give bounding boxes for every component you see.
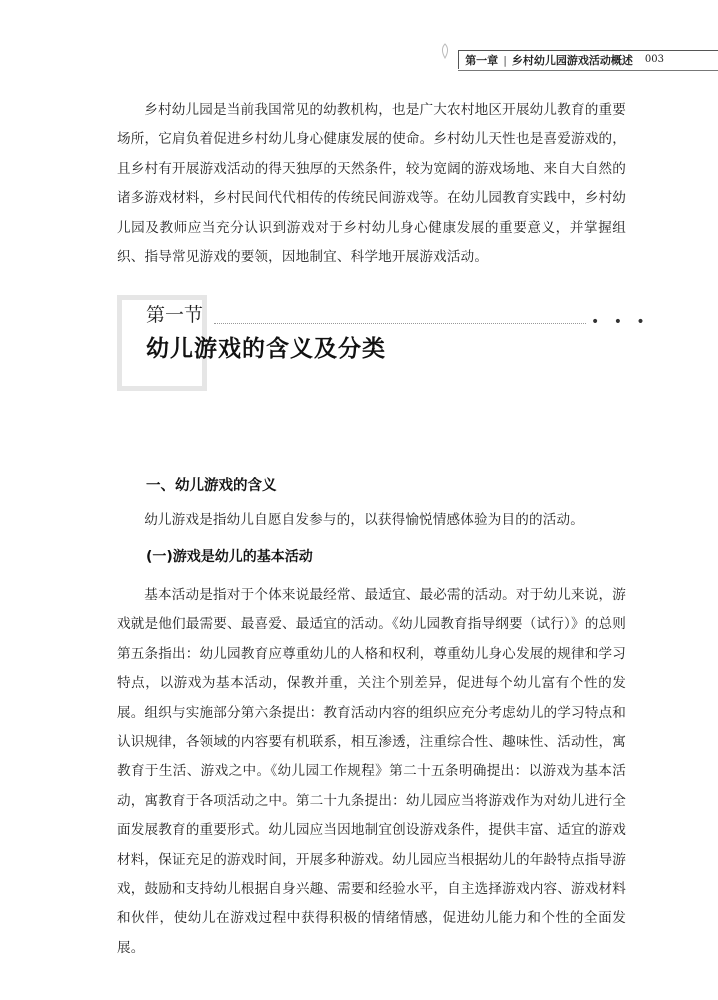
section-bullets: • • • [591,314,650,330]
section-number: 第一节 [146,304,204,326]
section-dotted-rule [214,323,586,324]
leaf-ornament-icon [436,42,454,60]
header-separator: | [503,53,507,67]
section-title: 幼儿游戏的含义及分类 [146,336,386,362]
definition-paragraph: 幼儿游戏是指幼儿自愿自发参与的，以获得愉悦情感体验为目的的活动。 [144,512,584,528]
body-paragraph: 基本活动是指对于个体来说最经常、最适宜、最必需的活动。对于幼儿来说，游戏就是他们最需要、最喜爱、最适宜的活动。《幼儿园教育指导纲要（试行）》的总则第五条指出：幼儿园教育应尊重幼儿的人格和权利，尊重幼儿身心发展的规律和学习特点，以游戏为基本活动，保教并重，关注个别差异，促进每个幼儿富有个性的发展。组织与实施部分第六条提出：教育活动内容的组织应充分考虑幼儿的学习特点和认识规律，各领域的内容要有机联系，相互渗透，注重综合性、趣味性、活动性，寓教育于生活、游戏之中。《幼儿园工作规程》第二十五条明确提出：以游戏为基本活动，寓教育于各项活动之中。第二十九条提出：幼儿园应当将游戏作为对幼儿进行全面发展教育的重要形式。幼儿园应当因地制宜创设游戏条件，提供丰富、适宜的游戏材料，保证充足的游戏时间，开展多种游戏。幼儿园应当根据幼儿的年龄特点指导游戏，鼓励和支持幼儿根据自身兴趣、需要和经验水平，自主选择游戏内容、游戏材料和伙伴，使幼儿在游戏过程中获得积极的情绪情感，促进幼儿能力和个性的全面发展。 [117,587,626,956]
subsubsection-heading: (一)游戏是幼儿的基本活动 [146,549,313,565]
chapter-label [458,50,637,69]
page-number: 003 [637,50,718,69]
header-rule [458,70,718,71]
chapter-number: 第一章 [465,54,499,67]
running-header [458,50,718,69]
chapter-title: 乡村幼儿园游戏活动概述 [511,54,633,67]
subsection-heading: 一、幼儿游戏的含义 [146,478,277,494]
intro-paragraph: 乡村幼儿园是当前我国常见的幼教机构，也是广大农村地区开展幼儿教育的重要场所，它肩负着促进乡村幼儿身心健康发展的使命。乡村幼儿天性也是喜爱游戏的，且乡村有开展游戏活动的得天独厚的天然条件，较为宽阔的游戏场地、来自大自然的诸多游戏材料，乡村民间代代相传的传统民间游戏等。在幼儿园教育实践中，乡村幼儿园及教师应当充分认识到游戏对于乡村幼儿身心健康发展的重要意义，并掌握组织、指导常见游戏的要领，因地制宜、科学地开展游戏活动。 [117,102,626,266]
